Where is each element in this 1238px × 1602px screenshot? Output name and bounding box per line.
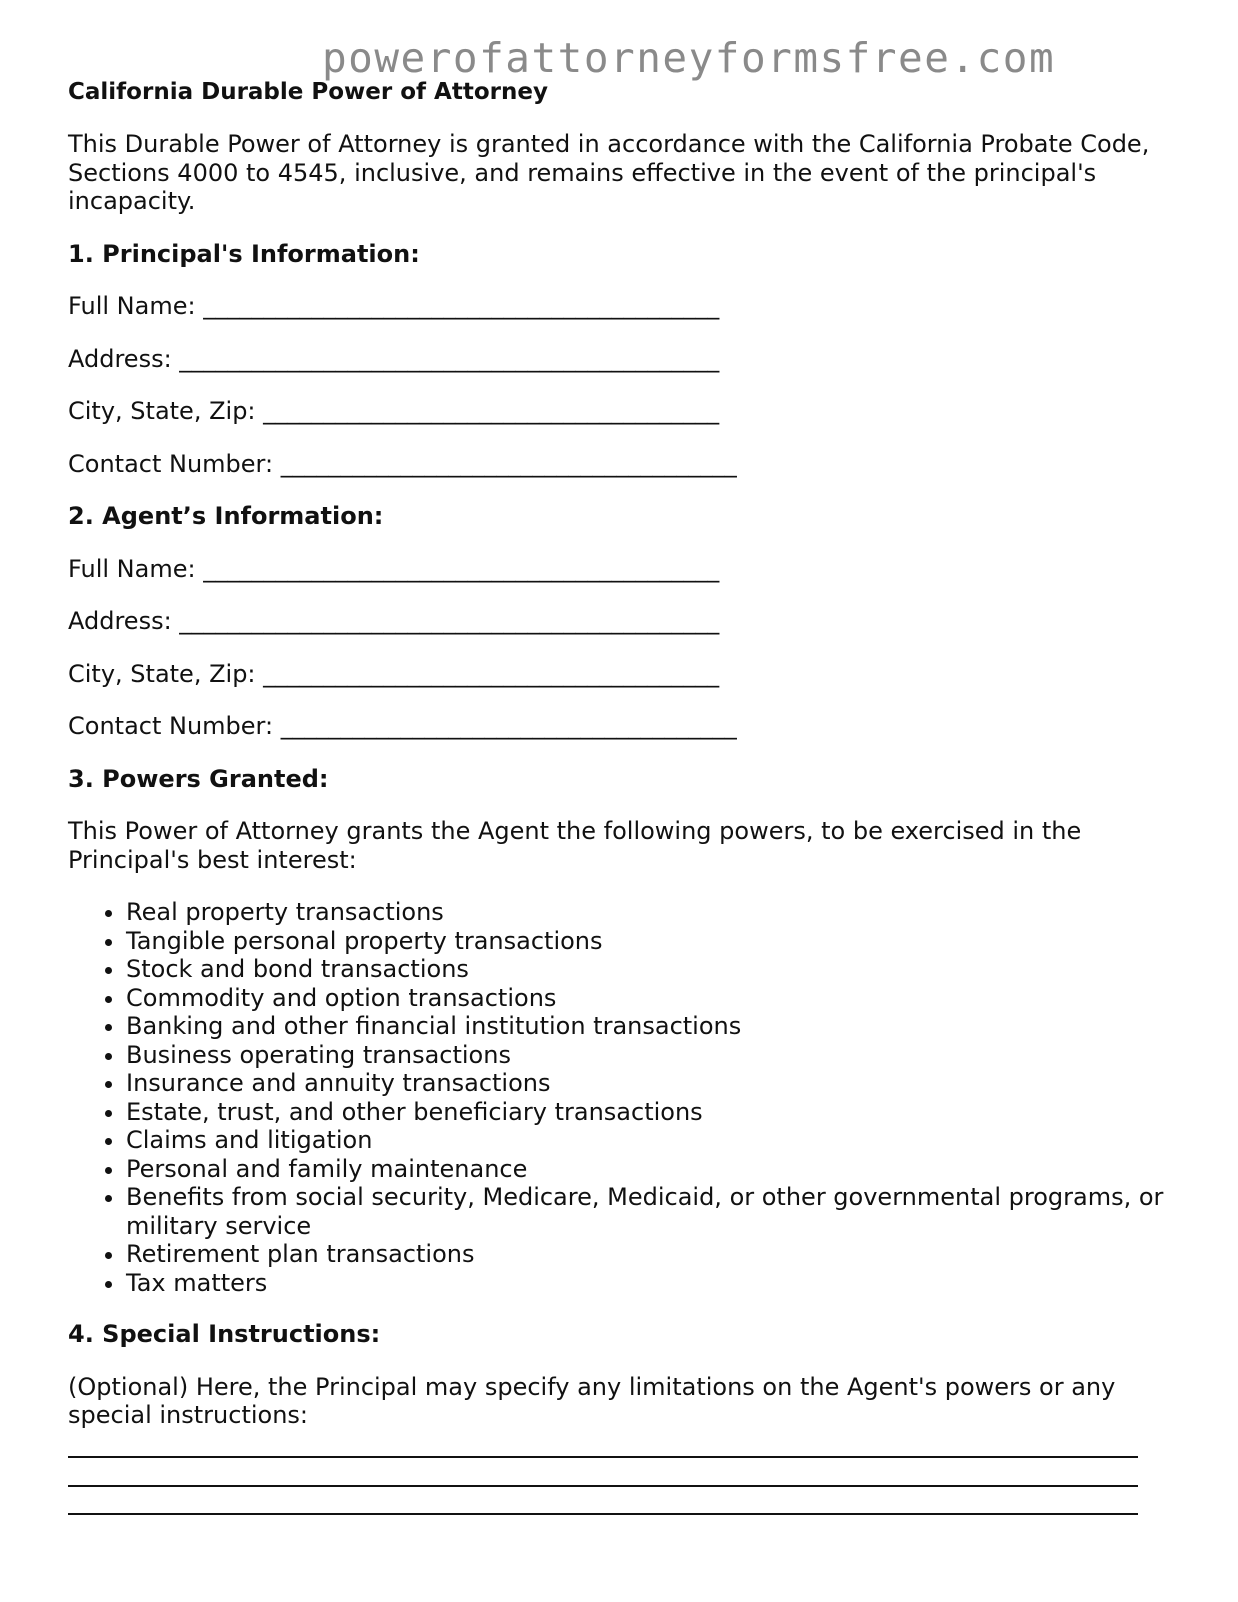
list-item: • Claims and litigation <box>126 1126 1168 1155</box>
list-item: • Personal and family maintenance <box>126 1155 1168 1184</box>
powers-heading: 3. Powers Granted: <box>68 764 329 793</box>
special-instructions-line-3[interactable] <box>68 1487 1138 1516</box>
agent-city-state-zip-field[interactable]: City, State, Zip: ______________________________________ <box>68 659 720 688</box>
agent-contact-number-field[interactable]: Contact Number: ______________________________________ <box>68 712 737 740</box>
list-item: • Tax matters <box>126 1269 1168 1298</box>
list-item: • Benefits from social security, Medicare, Medicaid, or other governmental programs, or military service <box>126 1183 1168 1240</box>
list-item: • Business operating transactions <box>126 1041 1168 1070</box>
list-item: • Banking and other financial institution transactions <box>126 1012 1168 1041</box>
principal-city-state-zip-field[interactable]: City, State, Zip: ______________________________________ <box>68 397 720 425</box>
watermark: powerofattorneyformsfree.com <box>322 34 1056 82</box>
powers-list <box>68 898 1168 1297</box>
principal-contact-number-field[interactable]: Contact Number: ______________________________________ <box>68 449 737 478</box>
principal-address-field[interactable]: Address: _____________________________________________ <box>68 344 720 373</box>
list-item: • Real property transactions <box>126 898 1168 927</box>
list-item: • Estate, trust, and other beneficiary transactions <box>126 1098 1168 1127</box>
list-item: • Tangible personal property transactions <box>126 927 1168 956</box>
list-item: • Retirement plan transactions <box>126 1240 1168 1269</box>
powers-intro: This Power of Attorney grants the Agent the following powers, to be exercised in the Principal's best interest: <box>68 817 1082 874</box>
special-instructions-line-2[interactable] <box>68 1458 1138 1487</box>
list-item: • Stock and bond transactions <box>126 955 1168 984</box>
page-title: California Durable Power of Attorney <box>68 79 548 105</box>
special-instructions-intro: (Optional) Here, the Principal may specify any limitations on the Agent's powers or any special instructions: <box>68 1372 1116 1429</box>
agent-full-name-field[interactable]: Full Name: ___________________________________________ <box>68 554 720 583</box>
list-item: • Commodity and option transactions <box>126 984 1168 1013</box>
list-item: • Insurance and annuity transactions <box>126 1069 1168 1098</box>
intro-paragraph: This Durable Power of Attorney is granted in accordance with the California Probate Code, Sections 4000 to 4545, inclusive, and remains effective in the event of the principal's incapacity. <box>68 130 1150 215</box>
special-instructions-line-1[interactable] <box>68 1430 1138 1459</box>
special-instructions-heading: 4. Special Instructions: <box>68 1320 381 1348</box>
principal-full-name-field[interactable]: Full Name: ___________________________________________ <box>68 292 720 320</box>
principal-heading: 1. Principal's Information: <box>68 239 420 268</box>
agent-heading: 2. Agent’s Information: <box>68 502 384 530</box>
document <box>68 78 1168 1515</box>
agent-address-field[interactable]: Address: _____________________________________________ <box>68 607 720 635</box>
